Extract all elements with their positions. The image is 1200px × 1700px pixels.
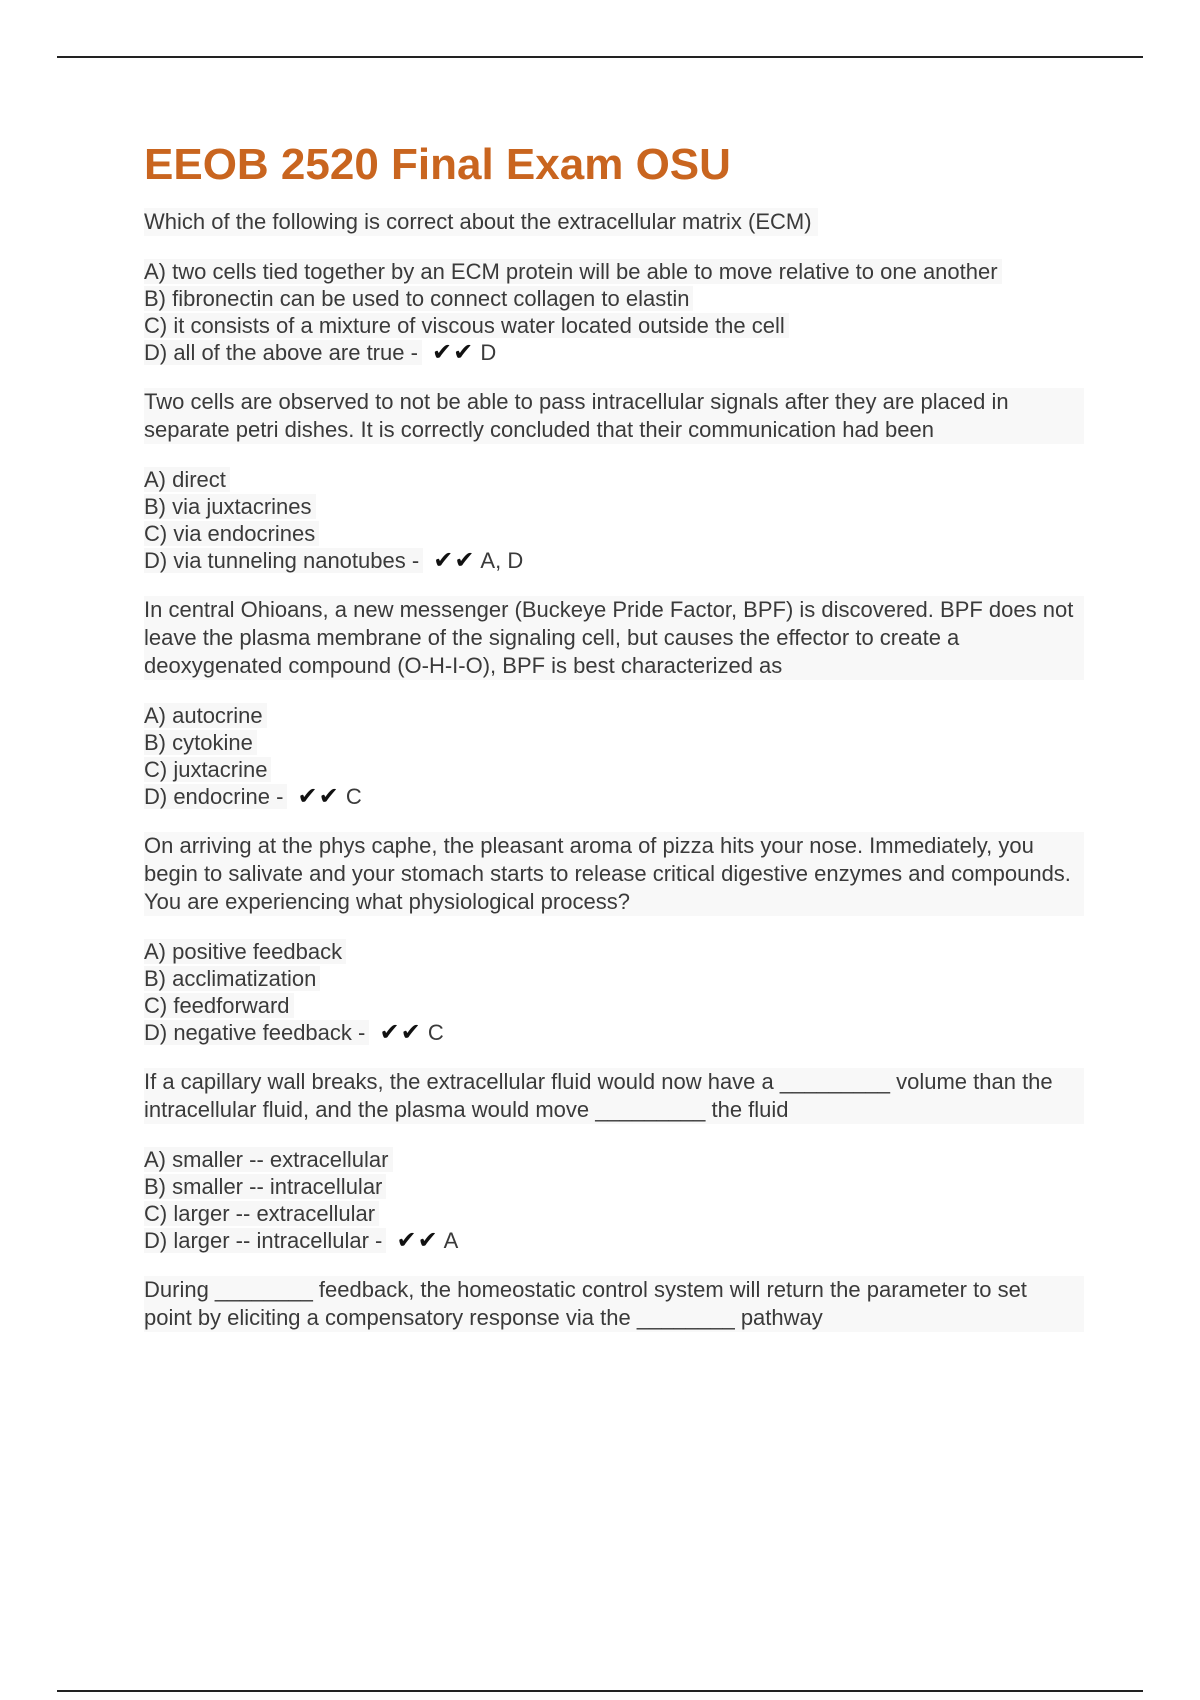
page-title: EEOB 2520 Final Exam OSU [144, 140, 731, 189]
option: B) smaller -- intracellular [144, 1173, 1084, 1200]
answer-key: D [480, 340, 497, 365]
answer-key: C [427, 1020, 444, 1045]
option-list [144, 702, 1084, 810]
option: C) feedforward [144, 992, 1084, 1019]
question-text: Which of the following is correct about the extracellular matrix (ECM) [144, 208, 818, 236]
document-body [144, 140, 1084, 1332]
question-block [144, 832, 1084, 1046]
question-text: During ________ feedback, the homeostatic control system will return the parameter to set point by eliciting a compensatory response via the ________ pathway [144, 1276, 1084, 1332]
question-block [144, 1276, 1084, 1332]
question-block [144, 208, 1084, 366]
question-text: If a capillary wall breaks, the extracellular fluid would now have a _________ volume than the intracellular fluid, and the plasma would move _________ the fluid [144, 1068, 1084, 1124]
option: D) all of the above are true - ✔✔ D [144, 339, 497, 366]
option: B) fibronectin can be used to connect collagen to elastin [144, 285, 1084, 312]
option: C) juxtacrine [144, 756, 1084, 783]
option: A) positive feedback [144, 938, 1084, 965]
option-list [144, 938, 1084, 1046]
option: A) smaller -- extracellular [144, 1146, 1084, 1173]
option: D) endocrine - ✔✔ C [144, 783, 362, 810]
option: C) via endocrines [144, 520, 1084, 547]
option: A) direct [144, 466, 1084, 493]
top-rule [57, 56, 1143, 58]
answer-key: C [345, 784, 362, 809]
checkmark-icon: ✔✔ [432, 339, 475, 366]
question-block [144, 388, 1084, 574]
question-block [144, 596, 1084, 810]
checkmark-icon: ✔✔ [433, 547, 476, 574]
question-text: Two cells are observed to not be able to pass intracellular signals after they are placed in separate petri dishes. It is correctly concluded that their communication had been [144, 388, 1084, 444]
question-block [144, 1068, 1084, 1254]
option: B) acclimatization [144, 965, 1084, 992]
option: B) via juxtacrines [144, 493, 1084, 520]
option-list [144, 466, 1084, 574]
option: C) it consists of a mixture of viscous water located outside the cell [144, 312, 1084, 339]
option: A) autocrine [144, 702, 1084, 729]
option: C) larger -- extracellular [144, 1200, 1084, 1227]
answer-key: A, D [480, 548, 524, 573]
question-text: On arriving at the phys caphe, the pleasant aroma of pizza hits your nose. Immediately, you begin to salivate and your stomach starts to release critical digestive enzymes and compounds. You are experiencing what physiological process? [144, 832, 1084, 916]
option: D) larger -- intracellular - ✔✔ A [144, 1227, 459, 1254]
option-list [144, 258, 1084, 366]
checkmark-icon: ✔✔ [297, 783, 340, 810]
option-list [144, 1146, 1084, 1254]
answer-key: A [443, 1228, 459, 1253]
checkmark-icon: ✔✔ [396, 1227, 439, 1254]
checkmark-icon: ✔✔ [379, 1019, 422, 1046]
question-text: In central Ohioans, a new messenger (Buckeye Pride Factor, BPF) is discovered. BPF does not leave the plasma membrane of the signaling cell, but causes the effector to create a deoxygenated compound (O-H-I-O), BPF is best characterized as [144, 596, 1084, 680]
bottom-rule [57, 1690, 1143, 1692]
option: D) negative feedback - ✔✔ C [144, 1019, 444, 1046]
option: D) via tunneling nanotubes - ✔✔ A, D [144, 547, 524, 574]
option: B) cytokine [144, 729, 1084, 756]
option: A) two cells tied together by an ECM protein will be able to move relative to one another [144, 258, 1084, 285]
